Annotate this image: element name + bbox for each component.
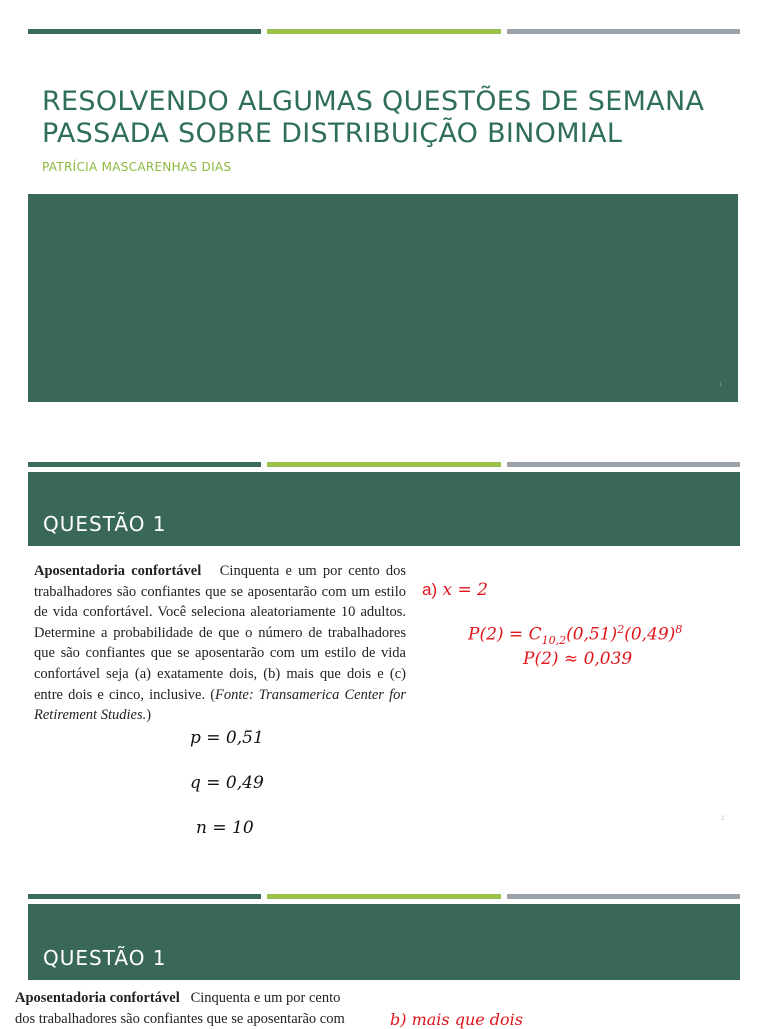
slide2-accent-bars xyxy=(28,462,740,467)
slide3-heading: QUESTÃO 1 xyxy=(43,946,167,970)
answer-a xyxy=(422,580,488,600)
accent-bar-gray xyxy=(507,462,740,467)
answer-a-label: a) xyxy=(422,580,438,599)
problem-body-line-2: dos trabalhadores são confiantes que se aposentarão com xyxy=(15,1010,345,1027)
slide1-title xyxy=(42,86,742,150)
formula-result: P(2) ≈ 0,039 xyxy=(523,649,633,669)
formula-exp-1: 2 xyxy=(617,623,625,636)
problem-body-line-1: Cinquenta e um por cento xyxy=(190,990,341,1006)
accent-bar-green xyxy=(267,894,500,899)
accent-bar-dark xyxy=(28,462,261,467)
accent-bar-dark xyxy=(28,29,261,34)
accent-bar-green xyxy=(267,29,500,34)
title-line-2: PASSADA SOBRE DISTRIBUIÇÃO BINOMIAL xyxy=(42,118,623,149)
n-value: n = 10 xyxy=(196,818,254,838)
problem-body: Cinquenta e um por cento dos trabalhadores são confiantes que se aposentarão com um estilo de vida confortável. Você seleciona aleatoriamente 10 adultos. Determine a probabilidade de que o número de trabalhadores que são confiantes que se aposentarão com um estilo de vida confortável seja (a) exatamente dois, (b) mais que dois e (c) entre dois e cinco, inclusive. ( xyxy=(34,563,407,703)
slide3-problem-text xyxy=(15,988,387,1029)
formula-start: P(2) = C xyxy=(468,624,542,645)
answer-b: b) mais que dois xyxy=(390,1010,523,1029)
q-value: q = 0,49 xyxy=(190,773,264,793)
formula-mid: (0,51) xyxy=(566,624,618,645)
slide2-problem-text xyxy=(34,561,406,726)
slide1-accent-bars xyxy=(28,29,740,34)
slide3-accent-bars xyxy=(28,894,740,899)
slide3-heading-band xyxy=(28,904,740,980)
slide2-page-number: 2 xyxy=(721,816,725,822)
p-value: p = 0,51 xyxy=(190,728,264,748)
problem-source: Fonte: Transamerica Center for Retirement Studies. xyxy=(34,686,406,724)
slide1-green-panel xyxy=(28,194,738,402)
title-line-1: RESOLVENDO ALGUMAS QUESTÕES DE SEMANA xyxy=(42,86,705,117)
accent-bar-gray xyxy=(507,894,740,899)
accent-bar-gray xyxy=(507,29,740,34)
author-name: PATRÍCIA MASCARENHAS DIAS xyxy=(42,160,232,174)
formula-subscript: 10,2 xyxy=(541,634,567,648)
problem-source-close: ) xyxy=(146,707,152,724)
accent-bar-green xyxy=(267,462,500,467)
formula-exp-2: 8 xyxy=(675,623,683,636)
problem-title: Aposentadoria confortável xyxy=(15,990,180,1006)
formula-mid-2: (0,49) xyxy=(624,624,676,645)
slide1-page-number: 1 xyxy=(718,382,722,388)
slide2-heading-band xyxy=(28,472,740,546)
answer-a-x: x = 2 xyxy=(442,580,488,600)
problem-title: Aposentadoria confortável xyxy=(34,563,202,579)
accent-bar-dark xyxy=(28,894,261,899)
binomial-formula xyxy=(468,623,682,647)
slide2-heading: QUESTÃO 1 xyxy=(43,512,167,536)
